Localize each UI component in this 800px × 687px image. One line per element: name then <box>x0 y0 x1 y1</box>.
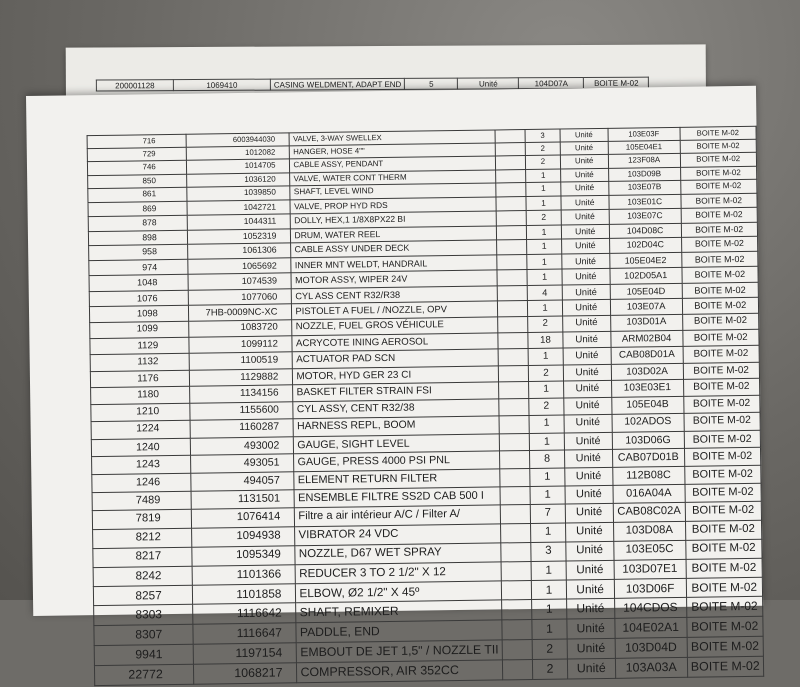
location: 103E07C <box>609 209 681 224</box>
unit: Unité <box>560 128 608 142</box>
part-code: 1083720 <box>188 320 292 337</box>
part-code: 493002 <box>190 436 294 455</box>
item-id: 22772 <box>94 664 193 686</box>
item-id: 1098 <box>89 305 188 322</box>
spacer <box>496 225 527 240</box>
part-code: 1044311 <box>187 214 291 230</box>
box: BOITE M-02 <box>584 77 649 88</box>
part-code: 1077060 <box>188 288 292 305</box>
box: BOITE M-02 <box>682 313 759 330</box>
spacer <box>496 240 527 255</box>
item-id: 8212 <box>93 528 192 548</box>
item-id: 8217 <box>93 547 192 567</box>
part-description: PISTOLET A FUEL / /NOZZLE, OPV <box>292 301 498 320</box>
location: 105E04D <box>610 283 682 300</box>
spacer <box>500 505 531 524</box>
part-code: 7HB-0009NC-XC <box>188 304 292 321</box>
part-description: DRUM, WATER REEL <box>291 226 497 243</box>
location: 103D09B <box>608 167 680 182</box>
quantity: 1 <box>528 300 562 316</box>
spacer <box>500 523 531 542</box>
item-id: 878 <box>88 216 187 232</box>
item-id: 1076 <box>89 290 188 307</box>
unit: Unité <box>564 467 613 486</box>
part-description: ACRYCOTE INING AEROSOL <box>292 333 498 352</box>
item-id: 8257 <box>93 585 192 606</box>
part-code: 1076414 <box>191 508 295 528</box>
part-description: HANGER, HOSE 4"" <box>290 143 496 159</box>
location: 103E03E1 <box>611 380 683 398</box>
spacer <box>495 130 526 143</box>
spacer <box>502 620 533 640</box>
item-id: 1129 <box>90 337 189 355</box>
part-code: 1069410 <box>173 79 270 91</box>
item-id: 1210 <box>91 403 190 422</box>
item-id: 1246 <box>92 473 191 492</box>
box: BOITE M-02 <box>685 483 762 502</box>
part-description: ELBOW, Ø2 1/2" X 45º <box>296 581 502 603</box>
part-description: SHAFT, REMIXER <box>296 600 502 623</box>
location: 104E02A1 <box>615 617 687 638</box>
unit: Unité <box>564 450 613 469</box>
spacer <box>500 487 531 506</box>
box: BOITE M-02 <box>684 465 761 484</box>
item-id: 869 <box>88 202 187 218</box>
spacer <box>495 156 526 170</box>
unit: Unité <box>566 579 615 599</box>
box: BOITE M-02 <box>680 166 757 181</box>
quantity: 1 <box>532 599 566 619</box>
part-code: 1039850 <box>187 186 291 201</box>
spacer <box>498 365 529 382</box>
part-code: 1095349 <box>192 546 296 566</box>
unit: Unité <box>567 638 616 659</box>
quantity: 7 <box>531 505 565 524</box>
box: BOITE M-02 <box>686 558 763 578</box>
quantity: 1 <box>526 182 560 196</box>
unit: Unité <box>566 618 615 639</box>
quantity: 1 <box>527 225 561 240</box>
part-description: HARNESS REPL, BOOM <box>294 416 500 436</box>
unit: Unité <box>561 254 609 270</box>
part-code: 1131501 <box>191 490 295 510</box>
unit: Unité <box>563 347 611 364</box>
item-id: 861 <box>88 188 187 203</box>
part-description: MOTOR, HYD GER 23 CI <box>293 366 499 386</box>
location: 103E03F <box>608 127 680 141</box>
part-description: VIBRATOR 24 VDC <box>295 524 501 546</box>
item-id: 1243 <box>92 456 191 475</box>
part-description: VALVE, PROP HYD RDS <box>290 197 496 214</box>
quantity: 1 <box>527 239 561 254</box>
part-description: EMBOUT DE JET 1,5" / NOZZLE TII <box>297 640 503 663</box>
spacer <box>499 416 530 434</box>
part-description: INNER MNT WELDT, HANDRAIL <box>291 255 497 273</box>
part-code: 1197154 <box>193 643 297 665</box>
box: BOITE M-02 <box>683 395 760 413</box>
unit: Unité <box>561 196 609 211</box>
location: 103D06G <box>612 431 684 450</box>
unit: Unité <box>566 599 615 619</box>
unit: Unité <box>560 182 608 197</box>
quantity: 2 <box>529 365 563 382</box>
unit: Unité <box>562 331 610 348</box>
part-code: 1094938 <box>191 527 295 547</box>
quantity: 1 <box>530 468 564 487</box>
location: 105E04B <box>612 397 684 415</box>
unit: Unité <box>565 541 614 561</box>
quantity: 1 <box>527 254 561 270</box>
quantity: 8 <box>530 450 564 468</box>
spacer <box>499 399 530 417</box>
quantity: 18 <box>528 332 562 349</box>
unit: Unité <box>562 315 610 332</box>
quantity: 1 <box>527 269 561 285</box>
location: 103D08A <box>613 521 685 541</box>
item-id: 1099 <box>90 321 189 338</box>
part-code: 494057 <box>191 472 295 492</box>
quantity: 1 <box>526 169 560 183</box>
item-id: 898 <box>88 230 187 246</box>
box: BOITE M-02 <box>681 208 758 223</box>
box: BOITE M-02 <box>684 448 761 467</box>
unit: Unité <box>563 364 611 381</box>
location: 105E04E2 <box>610 253 682 269</box>
location: 104D07A <box>519 77 584 88</box>
box: BOITE M-02 <box>684 430 761 449</box>
box: BOITE M-02 <box>681 252 758 268</box>
part-code: 1129882 <box>189 368 293 386</box>
location: CAB07D01B <box>612 449 684 468</box>
spacer <box>500 469 531 487</box>
location: 103D04D <box>615 637 687 658</box>
box: BOITE M-02 <box>680 180 757 195</box>
part-code: 1101858 <box>192 584 296 605</box>
unit: Unité <box>564 432 613 450</box>
part-description: VALVE, 3-WAY SWELLEX <box>290 130 496 146</box>
box: BOITE M-02 <box>686 616 763 637</box>
quantity: 1 <box>530 433 564 451</box>
part-description: CABLE ASSY UNDER DECK <box>291 240 497 258</box>
location: 103D02A <box>611 363 683 381</box>
quantity: 2 <box>533 659 567 680</box>
unit: Unité <box>561 210 609 225</box>
spacer <box>496 197 527 212</box>
part-code: 1012082 <box>186 146 290 161</box>
item-id: 974 <box>89 260 188 276</box>
quantity: 3 <box>525 129 559 142</box>
box: BOITE M-02 <box>680 139 757 153</box>
location: 103E07B <box>609 181 681 196</box>
spacer <box>497 316 528 332</box>
quantity: 4 <box>528 285 562 301</box>
quantity: 1 <box>532 580 566 600</box>
part-description: BASKET FILTER STRAIN FSI <box>293 382 499 402</box>
part-code: 1099112 <box>189 336 293 354</box>
box: BOITE M-02 <box>687 636 764 657</box>
spacer <box>496 211 527 226</box>
quantity: 1 <box>532 619 566 639</box>
location: 105E04E1 <box>608 140 680 154</box>
part-description: REDUCER 3 TO 2 1/2" X 12 <box>296 562 502 584</box>
location: CAB08D01A <box>611 346 683 363</box>
item-id: 8303 <box>94 605 193 626</box>
location: 103E05C <box>614 540 686 560</box>
part-code: 1061306 <box>187 243 291 259</box>
item-id: 9941 <box>94 644 193 666</box>
quantity: 2 <box>526 142 560 156</box>
part-description: COMPRESSOR, AIR 352CC <box>297 660 503 683</box>
quantity: 3 <box>531 542 565 561</box>
part-code: 1074539 <box>188 273 292 290</box>
part-description: ELEMENT RETURN FILTER <box>294 469 500 490</box>
location: 104CDOS <box>614 598 686 619</box>
quantity: 5 <box>405 78 458 89</box>
spacer <box>496 183 527 197</box>
part-description: NOZZLE, FUEL GROS VÉHICULE <box>292 317 498 336</box>
unit: Unité <box>566 560 615 580</box>
box: BOITE M-02 <box>681 267 758 283</box>
item-id: 8242 <box>93 566 192 587</box>
box: BOITE M-02 <box>683 345 760 363</box>
location: 102D04C <box>609 238 681 254</box>
quantity: 1 <box>526 196 560 211</box>
item-id: 729 <box>87 147 186 162</box>
location: 103E01C <box>609 195 681 210</box>
box: BOITE M-02 <box>681 237 758 253</box>
item-id: 8307 <box>94 624 193 645</box>
quantity: 1 <box>530 486 564 505</box>
part-code: 6003944030 <box>186 133 290 147</box>
box: BOITE M-02 <box>686 597 763 618</box>
location: 103D06F <box>614 578 686 598</box>
unit: Unité <box>563 381 611 399</box>
item-id: 1224 <box>91 421 190 440</box>
part-description: MOTOR ASSY, WIPER 24V <box>291 270 497 288</box>
unit: Unité <box>565 504 614 523</box>
spacer <box>502 660 533 681</box>
box: BOITE M-02 <box>685 539 762 559</box>
box: BOITE M-02 <box>680 194 757 209</box>
quantity: 2 <box>526 155 560 169</box>
location: ARM02B04 <box>611 330 683 347</box>
box: BOITE M-02 <box>684 413 761 431</box>
part-description: GAUGE, PRESS 4000 PSI PNL <box>294 451 500 472</box>
box: BOITE M-02 <box>685 520 762 540</box>
spacer <box>497 270 528 286</box>
part-description: VALVE, WATER CONT THERM <box>290 170 496 187</box>
box: BOITE M-02 <box>683 362 760 380</box>
part-description: DOLLY, HEX,1 1/8X8PX22 BI <box>291 211 497 228</box>
item-id: 1180 <box>91 387 190 405</box>
unit: Unité <box>560 141 608 155</box>
spacer <box>498 382 529 399</box>
part-description: CABLE ASSY, PENDANT <box>290 156 496 172</box>
location: 112B08C <box>613 466 685 485</box>
parts-table <box>87 126 765 687</box>
item-id: 1132 <box>90 353 189 371</box>
location: 103D07E1 <box>614 559 686 579</box>
box: BOITE M-02 <box>686 577 763 598</box>
spacer <box>497 301 528 317</box>
unit: Unité <box>561 224 609 239</box>
unit: Unité <box>562 300 610 316</box>
part-description: CYL ASS CENT R32/R38 <box>292 286 498 304</box>
unit: Unité <box>562 269 610 285</box>
unit: Unité <box>567 658 616 679</box>
box: BOITE M-02 <box>682 282 759 299</box>
item-id: 1240 <box>91 438 190 457</box>
spacer <box>495 169 526 183</box>
part-code: 1042721 <box>187 200 291 216</box>
location: 102ADOS <box>612 414 684 432</box>
location: 103A03A <box>615 657 687 678</box>
location: 123F08A <box>608 154 680 168</box>
part-code: 1116642 <box>192 603 296 624</box>
part-code: 1052319 <box>187 229 291 245</box>
spacer <box>501 561 532 581</box>
part-code: 1134156 <box>189 385 293 403</box>
quantity: 2 <box>527 210 561 225</box>
part-code: 1068217 <box>193 663 297 685</box>
quantity: 2 <box>528 316 562 332</box>
part-description: CYL ASSY, CENT R32/38 <box>293 399 499 419</box>
part-code: 493051 <box>190 454 294 473</box>
quantity: 2 <box>529 398 563 416</box>
box: BOITE M-02 <box>682 297 759 314</box>
item-id: 850 <box>88 174 187 189</box>
spacer <box>498 332 529 349</box>
spacer <box>495 143 526 157</box>
part-description: ACTUATOR PAD SCN <box>293 349 499 368</box>
unit: Unité <box>562 284 610 300</box>
front-sheet <box>26 86 763 682</box>
spacer <box>501 580 532 600</box>
spacer <box>497 285 528 301</box>
unit: Unité <box>561 239 609 255</box>
part-description: GAUGE, SIGHT LEVEL <box>294 434 500 454</box>
part-code: 1100519 <box>189 352 293 370</box>
part-description: Filtre a air intérieur A/C / Filter A/ <box>295 505 501 526</box>
part-description: NOZZLE, D67 WET SPRAY <box>295 543 501 565</box>
quantity: 2 <box>533 639 567 660</box>
item-id: 746 <box>87 161 186 176</box>
location: 016A04A <box>613 485 685 504</box>
quantity: 1 <box>531 561 565 581</box>
part-code: 1036120 <box>186 173 290 188</box>
box: BOITE M-02 <box>681 222 758 238</box>
quantity: 1 <box>531 523 565 542</box>
part-description: ENSEMBLE FILTRE SS2D CAB 500 I <box>294 487 500 508</box>
quantity: 1 <box>529 415 563 433</box>
unit: Unité <box>560 168 608 182</box>
location: 102D05A1 <box>610 268 682 284</box>
spacer <box>498 349 529 366</box>
part-description: SHAFT, LEVEL WIND <box>290 183 496 200</box>
spacer <box>499 451 530 469</box>
unit: Unité <box>560 155 608 169</box>
box: BOITE M-02 <box>682 329 759 346</box>
part-description: PADDLE, END <box>296 620 502 643</box>
spacer <box>499 433 530 451</box>
unit: Unité <box>563 398 612 416</box>
item-id: 7819 <box>92 510 191 530</box>
box: BOITE M-02 <box>685 502 762 522</box>
unit: Unité <box>458 78 519 89</box>
location: 104D08C <box>609 223 681 239</box>
part-code: 1014705 <box>186 159 290 174</box>
item-id: 1048 <box>89 275 188 292</box>
item-id: 200001128 <box>96 80 173 91</box>
quantity: 1 <box>529 348 563 365</box>
box: BOITE M-02 <box>680 153 757 168</box>
spacer <box>501 600 532 620</box>
item-id: 716 <box>87 134 186 148</box>
spacer <box>502 639 533 660</box>
quantity: 1 <box>529 381 563 398</box>
box: BOITE M-02 <box>687 656 764 677</box>
unit: Unité <box>565 486 614 505</box>
unit: Unité <box>564 415 613 433</box>
location: CAB08C02A <box>613 503 685 523</box>
item-id: 7489 <box>92 491 191 511</box>
part-description: CASING WELDMENT, ADAPT END <box>270 78 404 90</box>
item-id: 958 <box>89 245 188 261</box>
box: BOITE M-02 <box>680 126 757 140</box>
spacer <box>501 542 532 561</box>
location: 103D01A <box>610 314 682 331</box>
part-code: 1101366 <box>192 565 296 586</box>
part-code: 1116647 <box>193 623 297 644</box>
part-code: 1065692 <box>188 258 292 275</box>
unit: Unité <box>565 522 614 541</box>
part-code: 1155600 <box>190 402 294 421</box>
item-id: 1176 <box>90 370 189 388</box>
spacer <box>497 255 528 270</box>
part-code: 1160287 <box>190 419 294 438</box>
box: BOITE M-02 <box>683 379 760 397</box>
location: 103E07A <box>610 299 682 316</box>
